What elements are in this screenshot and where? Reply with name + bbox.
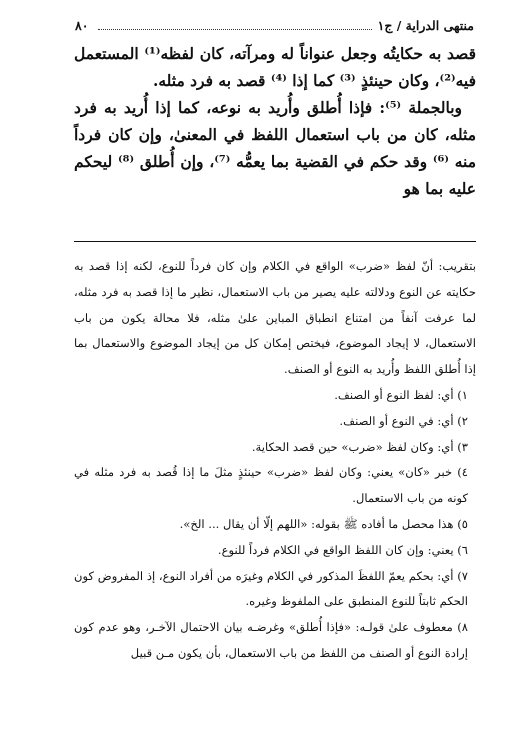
main-text [74,40,476,202]
footnote-3: ٣) أي: وكان لفظ «ضرب» حين قصد الحكاية. [251,439,468,454]
footnote-7: ٧) أي: بحكم يعمّ اللفظَ المذكور في الكلام وغيرَه من أفراد النوع، إذ المفروض كون الحكم ثابتاً للنوع المنطبق على الملفوظ وغيره. [74,568,468,609]
footnote-6: ٦) يعني: وإن كان اللفظ الواقع في الكلام فرداً للنوع. [217,542,468,557]
page-header [75,14,474,36]
footnotes [74,254,476,667]
footnote-2: ٢) أي: في النوع أو الصنف. [339,413,468,428]
footnote-4: ٤) خبر «كان» يعني: وكان لفظ «ضرب» حينئذٍ مثلَ ما إذا قُصد به فرد مثله في كونه من باب الاستعمال. [74,465,468,506]
footnote-1: ١) أي: لفظ النوع أو الصنف. [334,387,468,402]
page-number: ٨٠ [75,17,89,33]
footnote-separator [74,241,476,242]
main-paragraph-1: قصد به حكايتُه وجعل عنواناً له ومرآته، كان لفظه⁽¹⁾ المستعمل فيه⁽²⁾، وكان حينئذٍ ⁽³⁾ كما إذا ⁽⁴⁾ قصد به فرد مثله. [74,44,476,90]
header-dotted-leader [98,29,371,30]
main-paragraph-2: وبالجملة ⁽⁵⁾: فإذا أُطلق وأُريد به نوعه، كما إذا أُريد به فرد مثله، كان من باب استعمال اللفظ في المعنىٰ، وإن كان فرداً منه ⁽⁶⁾ وقد حكم في القضية بما يعمُّه ⁽⁷⁾، وإن أُطلق ⁽⁸⁾ ليحكم عليه بما هو [74,98,476,198]
footnote-5: ٥) هذا محصل ما أفاده ﷺ بقوله: «اللهم إلّا أن يقال ... الخ». [179,516,468,531]
running-title: منتهى الدراية / ج١ [377,17,474,33]
footnote-8: ٨) معطوف علىٰ قولـه: «فإذا أُطلق» وغرضـه بيان الاحتمال الآخـر، وهو عدم كون إرادة النوع أو الصنف من اللفظ من باب الاستعمال، بأن يكون مـن قبيل [74,620,468,660]
footnote-intro: بتقريب: أنّ لفظ «ضرب» الواقع في الكلام وإن كان فرداً للنوع، لكنه إذا قصد به حكايته عن النوع ودلالته عليه يصير من باب الاستعمال، نظير ما إذا قصد به فرد مثله، لما عرفت آنفاً من امتناع انطباق المباين علىٰ مثله، فلا محالة يكون من باب الاستعمال، لا إيجاد الموضوع، فيختص إمكان كل من إيجاد الموضوع والاستعمال بما إذا أُطلق اللفظ وأُريد به النوع أو الصنف. [74,259,476,377]
